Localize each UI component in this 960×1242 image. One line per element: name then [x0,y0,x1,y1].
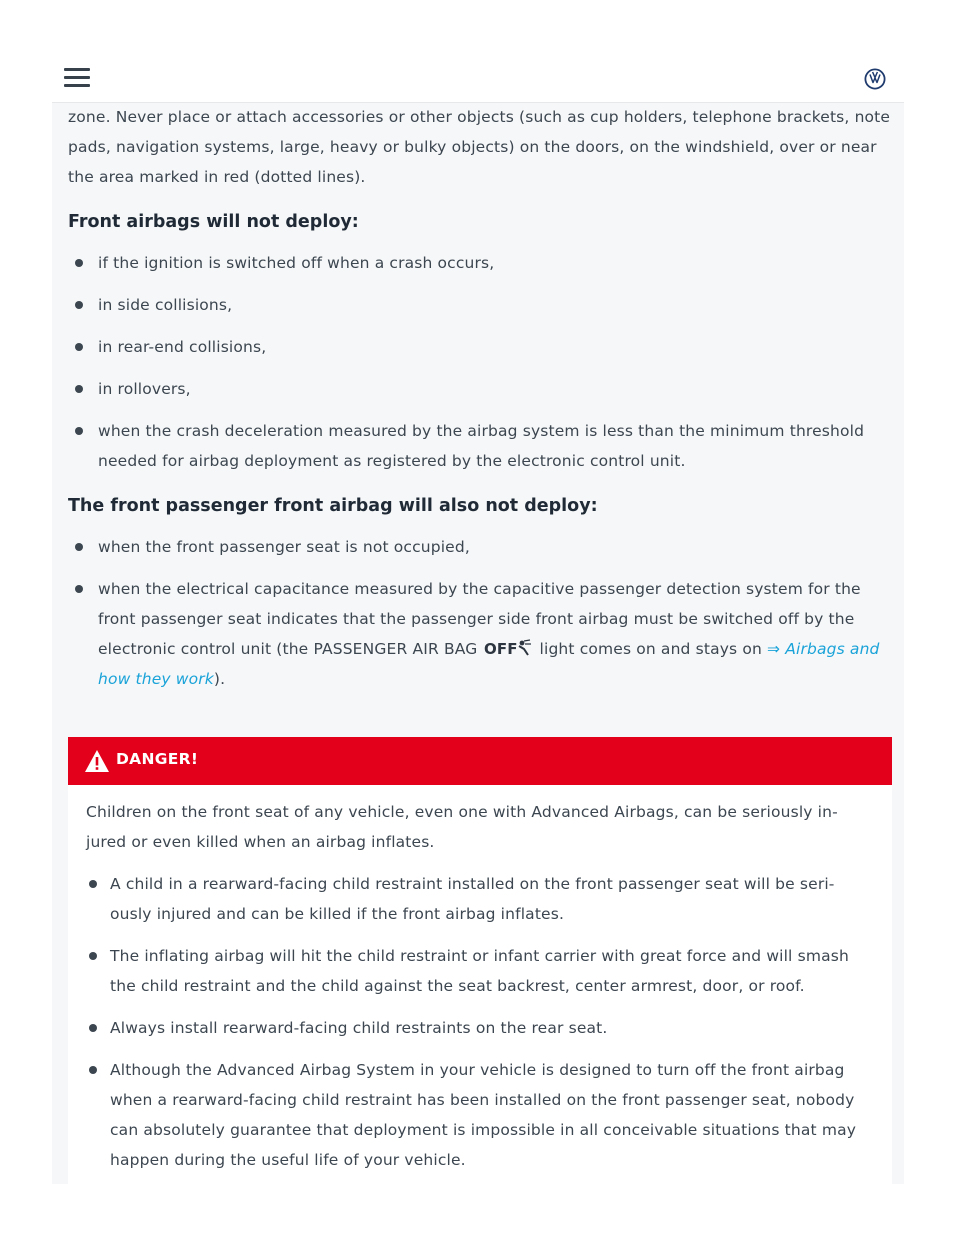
danger-intro: Children on the front seat of any vehicle, even one with Advanced Airbags, can be seriously in-jured or even killed when an airbag inflates. [86,803,838,851]
off-icon-text: OFF [484,640,519,657]
danger-body [68,785,892,1175]
top-bar [52,58,904,103]
airbags-link[interactable]: ⇒ Airbags and how they work [98,640,880,688]
danger-title: DANGER! [116,750,199,768]
section1-heading: Front airbags will not deploy: [68,212,359,232]
list-item [68,574,898,694]
danger-header [68,737,892,785]
intro-paragraph: zone. Never place or attach accessories or other objects (such as cup holders, telephone brackets, note pads, navigation systems, large, heavy or bulky objects) on the doors, on the windshield, over or near the area marked in red (dotted lines). [68,108,891,186]
danger-box [68,737,892,1184]
section2-heading: The front passenger front airbag will also not deploy: [68,496,598,516]
danger-list [86,869,862,1175]
list-item: if the ignition is switched off when a crash occurs, [68,248,898,278]
vw-logo-icon[interactable] [864,68,886,90]
list-item: in rollovers, [68,374,898,404]
main-content [68,102,898,706]
warning-triangle-icon [84,749,110,773]
list-item: Although the Advanced Airbag System in your vehicle is designed to turn off the front airbag when a rearward-facing child restraint has been installed on the front passenger seat, nobody can absolutely guarantee that deployment is impossible in all conceivable situations that may happen during the useful life of your vehicle. [86,1055,862,1175]
section2-list [68,532,898,694]
section1-list [68,248,898,476]
list-item: in side collisions, [68,290,898,320]
item-text-end: ). [213,670,226,688]
hamburger-menu-icon[interactable] [64,68,90,88]
list-item: Always install rearward-facing child restraints on the rear seat. [86,1013,862,1043]
list-item: The inflating airbag will hit the child restraint or infant carrier with great force and will smash the child restraint and the child against the seat backrest, center armrest, door, or roof. [86,941,862,1001]
list-item: in rear-end collisions, [68,332,898,362]
list-item: when the front passenger seat is not occupied, [68,532,898,562]
item-text: when the electrical capacitance measured by the capacitive passenger detection system for the front passenger seat indicates that the passenger side front airbag must be switched off by the electronic control unit (the PASSENGER AIR BAG [98,580,861,658]
list-item: A child in a rearward-facing child restraint installed on the front passenger seat will be seri-ously injured and can be killed if the front airbag inflates. [86,869,862,929]
list-item: when the crash deceleration measured by the airbag system is less than the minimum threshold needed for airbag deployment as registered by the electronic control unit. [68,416,898,476]
passenger-airbag-off-icon [484,639,532,657]
item-text: light comes on and stays on [539,640,762,658]
